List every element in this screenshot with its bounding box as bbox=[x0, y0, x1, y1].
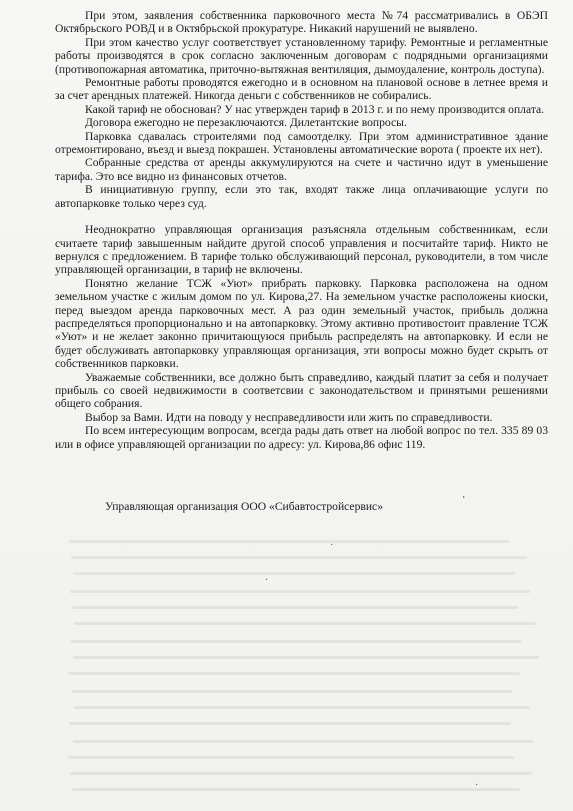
show-through-line bbox=[68, 672, 520, 675]
paragraph: Неоднократно управляющая организация разъясняла отдельным собственникам, если считаете тариф завышенным найдите другой способ управления и посчитайте тариф. Никто не вернулся с предложением. В тарифе только обслуживающий персонал, руководители, в том числе управляющей организации, в тариф не включены. bbox=[55, 223, 548, 277]
show-through-line bbox=[74, 706, 530, 709]
show-through-line bbox=[71, 556, 527, 559]
paragraph: Парковка сдавалась строителями под самоотделку. При этом административное здание отремонтировано, въезд и выезд покрашен. Установлены автоматические ворота ( проекте их нет). bbox=[55, 129, 548, 157]
paragraph: Уважаемые собственники, все должно быть справедливо, каждый платит за себя и получает прибыль со своей недвижимости в соответсвии с законодательством и принятыми решениями общего собрания. bbox=[55, 370, 548, 411]
paragraph: При этом качество услуг соответствует установленному тарифу. Ремонтные и регламентные работы производятся в срок согласно заключенным договорам с подрядными организациями (противопожарная автоматика, приточно-вытяжная вентиляция, дымоудаление, контроль доступа). bbox=[55, 35, 548, 76]
paragraph: Понятно желание ТСЖ «Уют» прибрать парковку. Парковка расположена на одном земельном участке с жилым домом по ул. Кирова,27. На земельном участке расположены киоски, перед выездом аренда парковочных мест. А раз один земельный участок, прибыль должна распределяться пропорционально и на автопарковку. Этому активно противостоит правление ТСЖ «Уют» и не желает законно причитающуюся прибыль распределять на автопарковку. И если не будет обслуживать автопарковку управляющая организация, эти вопросы можно будет скрыть от собственников парковки. bbox=[55, 276, 548, 371]
show-through-line bbox=[70, 772, 532, 775]
paragraph: Собранные средства от аренды аккумулируются на счете и частично идут в уменьшение тарифа. Это все видно из финансовых отчетов. bbox=[55, 156, 548, 183]
dot-mark: · bbox=[330, 540, 334, 551]
show-through-line bbox=[68, 756, 514, 759]
paragraph: Какой тариф не обоснован? У нас утвержден тариф в 2013 г. и по нему производится оплата. bbox=[85, 102, 545, 116]
show-through-line bbox=[69, 540, 509, 543]
show-through-line bbox=[71, 640, 521, 643]
show-through-line bbox=[74, 622, 536, 625]
paragraph: Выбор за Вами. Идти на поводу у несправедливости или жить по справедливости. bbox=[85, 410, 493, 424]
show-through-line bbox=[69, 722, 511, 725]
paragraph: По всем интересующим вопросам, всегда рады дать ответ на любой вопрос по тел. 335 89 03 или в офисе управляющей организации по адресу: ул. Кирова,86 офис 119. bbox=[55, 424, 548, 451]
show-through-line bbox=[72, 690, 512, 693]
dot-mark: · bbox=[475, 780, 479, 791]
show-through-line bbox=[73, 572, 515, 575]
show-through-line bbox=[73, 656, 539, 659]
pen-mark: ʼ bbox=[462, 495, 466, 506]
show-through-line bbox=[72, 606, 518, 609]
show-through-line bbox=[72, 788, 520, 791]
paragraph: При этом, заявления собственника парковочного места №74 рассматривались в ОБЭП Октябрьского РОВД и в Октябрьской прокуратуре. Никакий нарушений не выявлено. bbox=[55, 9, 548, 36]
signature-line: Управляющая организация ООО «Сибавтостройсервис» bbox=[105, 500, 383, 513]
show-through-line bbox=[73, 740, 533, 743]
dot-mark: · bbox=[265, 575, 269, 586]
paragraph: Договора ежегодно не перезаключаются. Дилетантские вопросы. bbox=[85, 116, 407, 130]
show-through-line bbox=[70, 590, 530, 593]
paragraph: Ремонтные работы проводятся ежегодно и в основном на плановой основе в летнее время и за счет арендных платежей. Никогда деньги с собственников не собирались. bbox=[55, 76, 548, 103]
paragraph: В инициативную группу, если это так, входят также лица оплачивающие услуги по автопарковке только через суд. bbox=[55, 183, 548, 210]
letter-body bbox=[55, 9, 548, 451]
